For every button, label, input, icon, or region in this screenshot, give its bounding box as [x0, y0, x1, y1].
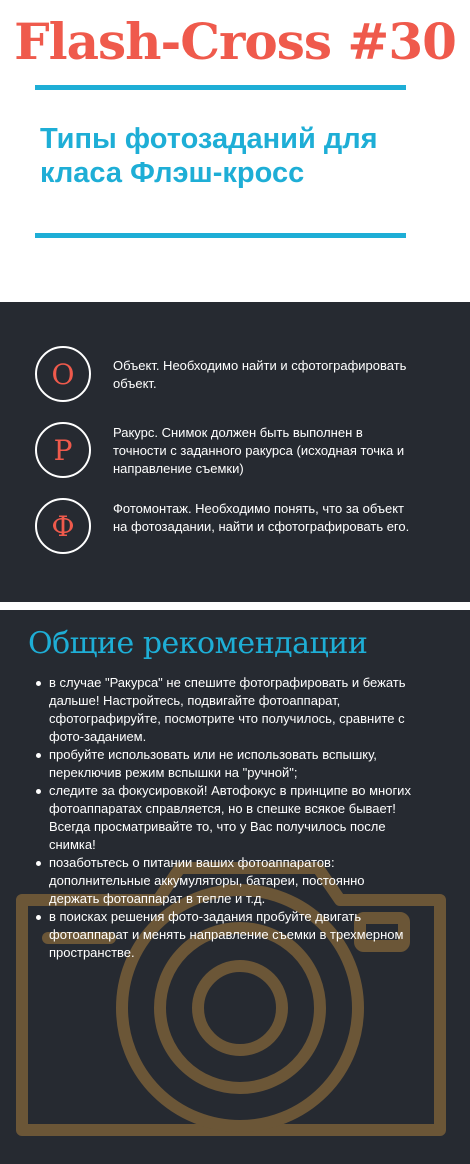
section-divider [0, 602, 470, 610]
type-description: Ракурс. Снимок должен быть выполнен в точности с заданного ракурса (исходная точка и направление съемки) [113, 425, 405, 476]
recommendations-list [34, 674, 414, 962]
title-underline [35, 85, 406, 90]
page-title: Flash-Cross #30 [14, 12, 456, 71]
list-item: пробуйте использовать или не использовать вспышку, переключив режим вспышки на "ручной"; [34, 746, 414, 782]
recommendations-section [0, 610, 470, 1164]
task-types-section [0, 302, 470, 602]
list-item: следите за фокусировкой! Автофокус в принципе во многих фотоаппаратах справляется, но в спешке всякое бывает! Всегда просматривайте то, что у Вас получилось после снимка! [34, 782, 414, 854]
list-item: в случае "Ракурса" не спешите фотографировать и бежать дальше! Настройтесь, подвигайте фотоаппарат, сфотографируйте, посмотрите что получилось, сравните с фото-заданием. [34, 674, 414, 746]
list-item: позаботьтесь о питании ваших фотоаппаратов: дополнительные аккумуляторы, батареи, постоянно держать фотоаппарат в тепле и т.д. [34, 854, 414, 908]
type-description: Объект. Необходимо найти и сфотографировать объект. [113, 358, 407, 391]
type-letter-circle: Ф [35, 498, 91, 554]
subtitle-underline [35, 233, 406, 238]
type-letter-circle: Р [35, 422, 91, 478]
list-item: в поисках решения фото-задания пробуйте двигать фотоаппарат и менять направление съемки в трехмерном пространстве. [34, 908, 414, 962]
header-section [0, 0, 470, 302]
recommendations-title: Общие рекомендации [28, 626, 368, 661]
type-letter-circle: О [35, 346, 91, 402]
type-description: Фотомонтаж. Необходимо понять, что за объект на фотозадании, найти и сфотографировать его. [113, 501, 410, 534]
page-subtitle: Типы фотозаданий для класа Флэш-кросс [40, 123, 378, 189]
